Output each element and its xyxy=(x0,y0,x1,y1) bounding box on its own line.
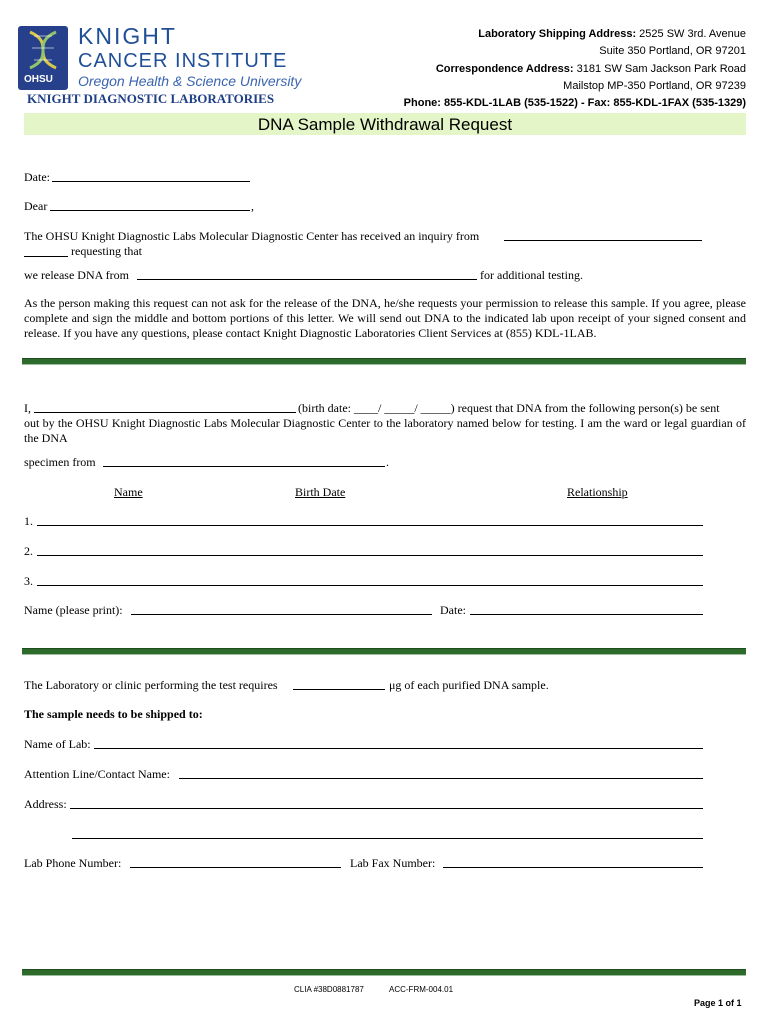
consent-date-field[interactable] xyxy=(470,614,703,615)
brand-name-line3: Oregon Health & Science University xyxy=(78,73,302,89)
section-divider-2 xyxy=(22,648,746,655)
lab-name-field[interactable] xyxy=(94,748,703,749)
row-1-label: 1. xyxy=(24,514,33,528)
release-text: we release DNA from xyxy=(24,268,129,282)
date-label: Date: xyxy=(24,170,50,184)
inquiry-text: The OHSU Knight Diagnostic Labs Molecular Diagnostic Center has received an inquiry from xyxy=(24,229,480,243)
lab-name: KNIGHT DIAGNOSTIC LABORATORIES xyxy=(27,91,275,106)
consent-paragraph: out by the OHSU Knight Diagnostic Labs Molecular Diagnostic Center to the laboratory named below for testing. I am the ward or legal guardian of the DNA xyxy=(24,416,746,445)
dear-comma: , xyxy=(251,199,254,213)
row-3-field[interactable] xyxy=(37,585,703,586)
phone-fax: Phone: 855-KDL-1LAB (535-1522) - Fax: 855-KDL-1FAX (535-1329) xyxy=(403,97,746,109)
dear-label: Dear xyxy=(24,199,48,213)
dna-amount-field[interactable] xyxy=(293,689,385,690)
specimen-label: specimen from xyxy=(24,455,96,469)
ohsu-logo xyxy=(18,26,68,90)
address-field-line1[interactable] xyxy=(70,808,703,809)
title-bar xyxy=(24,113,746,135)
print-name-label: Name (please print): xyxy=(24,603,123,617)
section-divider-3 xyxy=(22,969,746,976)
lab-fax-field[interactable] xyxy=(443,867,703,868)
logo-text: OHSU xyxy=(24,74,53,85)
shipping-address-line2: Suite 350 Portland, OR 97201 xyxy=(599,45,746,57)
specimen-period: . xyxy=(386,455,389,469)
release-from-field[interactable] xyxy=(137,279,477,280)
form-code: ACC-FRM-004.01 xyxy=(389,985,454,994)
col-birth-header: Birth Date xyxy=(295,485,346,499)
page-title: DNA Sample Withdrawal Request xyxy=(257,115,513,134)
additional-text: for additional testing. xyxy=(480,268,583,282)
brand-name-line1: KNIGHT xyxy=(78,23,177,49)
row-2-field[interactable] xyxy=(37,555,703,556)
row-2-label: 2. xyxy=(24,544,33,558)
i-label: I, xyxy=(24,401,31,415)
inquirer-field-cont[interactable] xyxy=(24,256,68,257)
lab-phone-label: Lab Phone Number: xyxy=(24,856,122,870)
attention-field[interactable] xyxy=(179,778,703,779)
row-1-field[interactable] xyxy=(37,525,703,526)
shipping-address-line1: Laboratory Shipping Address: 2525 SW 3rd. Avenue xyxy=(478,28,746,40)
page-number: Page 1 of 1 xyxy=(694,998,742,1008)
lab-fax-label: Lab Fax Number: xyxy=(350,856,436,870)
requester-name-field[interactable] xyxy=(34,412,296,413)
lab-phone-field[interactable] xyxy=(130,867,341,868)
dear-field[interactable] xyxy=(50,210,250,211)
correspondence-address-line2: Mailstop MP-350 Portland, OR 97239 xyxy=(563,80,746,92)
correspondence-address-line1: Correspondence Address: 3181 SW Sam Jackson Park Road xyxy=(435,63,746,75)
amount-text: μg of each purified DNA sample. xyxy=(389,678,549,692)
section-divider-1 xyxy=(22,358,746,365)
attention-label: Attention Line/Contact Name: xyxy=(24,767,170,781)
col-name-header: Name xyxy=(114,485,143,499)
row-3-label: 3. xyxy=(24,574,33,588)
shipped-to-heading: The sample needs to be shipped to: xyxy=(24,707,203,721)
date-field[interactable] xyxy=(52,181,250,182)
inquirer-field[interactable] xyxy=(504,240,702,241)
print-name-field[interactable] xyxy=(131,614,432,615)
specimen-field[interactable] xyxy=(103,466,385,467)
lab-name-label: Name of Lab: xyxy=(24,737,91,751)
instruction-paragraph: As the person making this request can not ask for the release of the DNA, he/she requests your permission to release this sample. If you agree, please complete and sign the middle and bottom portions of this letter. We will send out DNA to the indicated lab upon receipt of your signed consent and release. If you have any questions, please contact Knight Diagnostic Laboratories Client Services at (855) KDL-1LAB. xyxy=(24,296,746,340)
requesting-text: requesting that xyxy=(71,244,142,258)
consent-date-label: Date: xyxy=(440,603,466,617)
address-field-line2[interactable] xyxy=(72,838,703,839)
requires-text: The Laboratory or clinic performing the test requires xyxy=(24,678,278,692)
address-label: Address: xyxy=(24,797,67,811)
brand-name-line2: CANCER INSTITUTE xyxy=(78,50,288,72)
col-relationship-header: Relationship xyxy=(567,485,628,499)
birth-date-text: (birth date: ____/ _____/ _____) request that DNA from the following person(s) be sent xyxy=(298,401,720,415)
clia-number: CLIA #38D0881787 xyxy=(294,985,364,994)
